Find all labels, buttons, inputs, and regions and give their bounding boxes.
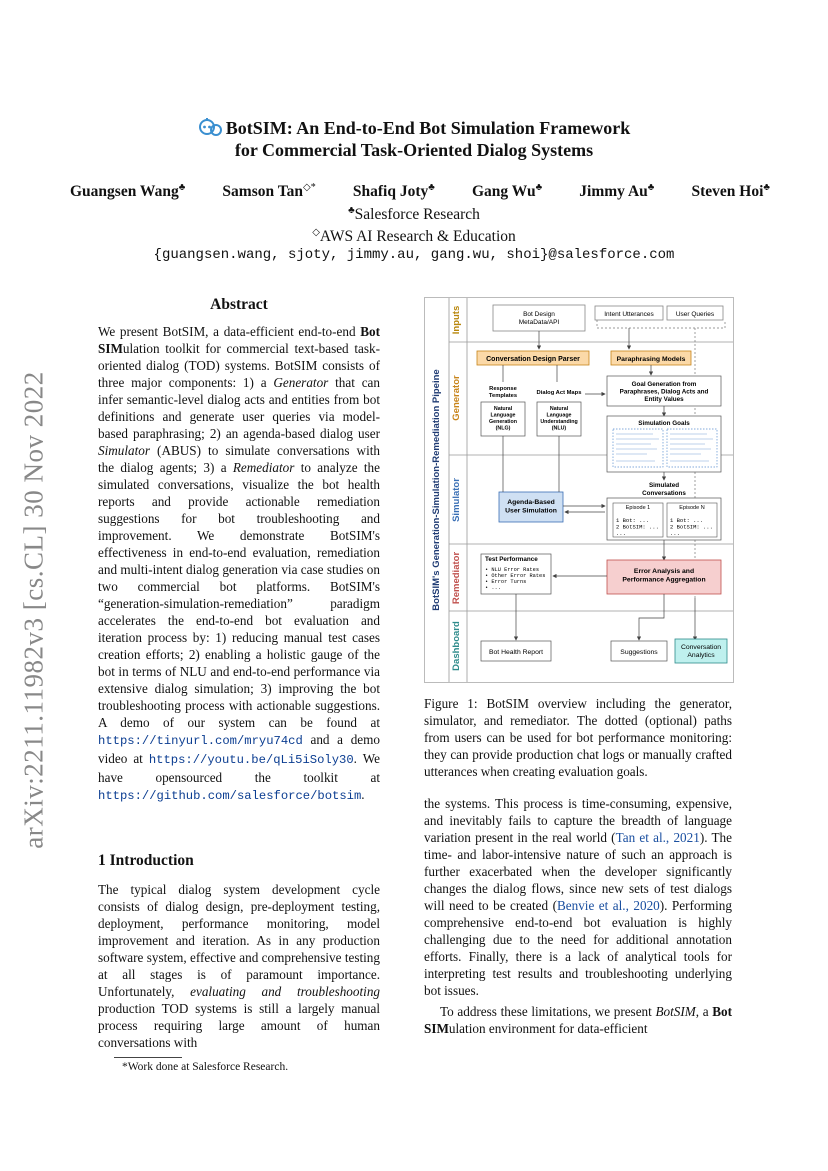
stage-dashboard-label: Dashboard — [451, 621, 462, 671]
test-performance-items: • NLU Error Rates • Other Error Rates • Error Turns • ... — [485, 567, 546, 591]
arxiv-identifier: arXiv:2211.11982v3 [cs.CL] 30 Nov 2022 — [18, 371, 49, 849]
simulation-goals-label: Simulation Goals — [638, 420, 690, 427]
stage-simulator-label: Simulator — [451, 478, 462, 522]
error-analysis-box: Error Analysis and Performance Aggregation — [622, 568, 706, 584]
simulated-conversations-label: Simulated Conversations — [642, 482, 686, 497]
author: Steven Hoi♣ — [691, 182, 770, 201]
footnote: *Work done at Salesforce Research. — [122, 1061, 289, 1073]
figure-botsim-overview — [424, 297, 734, 683]
test-performance-label: Test Performance — [485, 556, 538, 563]
bot-health-report-box: Bot Health Report — [488, 649, 544, 656]
citation-tan-2021[interactable]: Tan et al., 2021 — [615, 830, 700, 845]
pipeline-label: BotSIM's Generation-Simulation-Remediation Pipeine — [431, 369, 442, 611]
bot-design-box: Bot Design MetaData/API — [518, 311, 560, 326]
episode-1-label: Episode 1 — [625, 505, 651, 511]
intent-utterances-box: Intent Utterances — [604, 311, 654, 318]
user-queries-box: User Queries — [675, 311, 715, 318]
author-list — [70, 182, 770, 201]
stage-inputs-label: Inputs — [451, 305, 462, 335]
introduction-body: The typical dialog system development cycle consists of dialog design, pre-deployment testing, deployment, performance monitoring, model improvement and iteration. As in any production software system, effective and comprehensive testing at all stages is of paramount importance. Unfortunately, evaluating and troubleshooting production TOD systems is still a largely manual process requiring large amount of human conversations with — [98, 882, 381, 1050]
video-link[interactable]: https://youtu.be/qLi5iSoly30 — [148, 753, 354, 767]
author: Shafiq Joty♣ — [352, 182, 435, 201]
abstract-heading: Abstract — [210, 296, 268, 313]
citation-benvie-2020[interactable]: Benvie et al., 2020 — [556, 898, 660, 913]
demo-link[interactable]: https://tinyurl.com/mryu74cd — [98, 734, 303, 748]
right-column-body: the systems. This process is time-consuming, expensive, and inevitably fails to capture the breadth of language variation present in the real world (Tan et al., 2021). The time- and labor-intensive nature of such an approach is further exacerbated when the developer significantly changes the dialog flows, since new sets of test dialogs will need to be created (Benvie et al., 2020). Performing comprehensive end-to-end bot evaluation is highly challenging due to the need for additional annotation efforts. Finally, there is a lack of analytical tools for interpreting test results and troubleshooting underlying bot issues. To address these limitations, we present BotSIM, a Bot SIMulation environment for data-efficient — [424, 796, 733, 1036]
episode-1-lines: 1 Bot: ... 2 BotSIM: ... ... — [616, 517, 659, 537]
paper-title: BotSIM: An End-to-End Bot Simulation Framework for Commercial Task-Oriented Dialog Systems — [0, 117, 828, 161]
nlg-box: Natural Language Generation (NLG) — [489, 406, 517, 432]
footnote-divider — [114, 1057, 182, 1058]
author: Guangsen Wang♣ — [70, 182, 186, 201]
affiliation-salesforce: ♣Salesforce Research — [348, 205, 480, 224]
nlu-box: Natural Language Understanding (NLU) — [540, 406, 578, 432]
section-heading-introduction: 1 Introduction — [98, 852, 194, 869]
goal-generation-box: Goal Generation from Paraphrases, Dialog Acts and Entity Values — [619, 381, 709, 403]
dialog-act-maps-label: Dialog Act Maps — [536, 390, 582, 396]
affiliation-aws: ◇AWS AI Research & Education — [312, 227, 516, 246]
author: Jimmy Au♣ — [579, 182, 655, 201]
abstract-body: We present BotSIM, a data-efficient end-to-end Bot SIMulation toolkit for commercial text-based task-oriented dialog (TOD) systems. BotSIM consists of three major components: 1) a Generator that can infer semantic-level dialog acts and entities from bot definitions and generate user queries via model-based paraphrasing; 2) an agenda-based dialog user Simulator (ABUS) to simulate conversations with the dialog agents; 3) a Remediator to analyze the simulated conversations, visualize the bot health reports and provide actionable remediation suggestions for bot troubleshooting and improvement. We demonstrate BotSIM's effectiveness in end-to-end evaluation, remediation and multi-intent dialog generation via case studies on two commercial bot platforms. BotSIM's “generation-simulation-remediation” paradigm accelerates the end-to-end bot evaluation and iteration process by: 1) reducing manual test cases creation efforts; 2) enabling a holistic gauge of the bot in terms of NLU and end-to-end performance via extensive dialog simulation; 3) improving the bot troubleshooting process with actionable suggestions. A demo of our system can be found at https://tinyurl.com/mryu74cd and a demo video at https://youtu.be/qLi5iSoly30. We have opensourced the toolkit at https://github.com/salesforce/botsim. — [98, 324, 381, 803]
suggestions-box: Suggestions — [620, 649, 658, 656]
conversation-design-parser-box: Conversation Design Parser — [486, 356, 580, 363]
bot-logo-icon — [198, 118, 222, 138]
figure-caption: Figure 1: BotSIM overview including the generator, simulator, and remediator. The dotted (optional) paths from users can be used for bot performance monitoring: they can provide production chat logs or manually crafted utterances when creating evaluation goals. — [424, 696, 732, 779]
stage-generator-label: Generator — [451, 375, 462, 421]
paraphrasing-models-box: Paraphrasing Models — [616, 356, 686, 363]
response-templates-label: Response Templates — [488, 386, 518, 399]
github-link[interactable]: https://github.com/salesforce/botsim — [98, 789, 362, 803]
author: Gang Wu♣ — [471, 182, 543, 201]
author-emails: {guangsen.wang, sjoty, jimmy.au, gang.wu, shoi}@salesforce.com — [153, 247, 675, 263]
stage-remediator-label: Remediator — [451, 551, 462, 605]
episode-n-label: Episode N — [679, 505, 705, 511]
author: Samson Tan◇* — [222, 182, 316, 201]
conversation-analytics-box: Conversation Analytics — [680, 644, 722, 659]
abus-box: Agenda-Based User Simulation — [505, 499, 557, 515]
episode-n-lines: 1 Bot: ... 2 BotSIM: ... ... — [670, 517, 713, 537]
